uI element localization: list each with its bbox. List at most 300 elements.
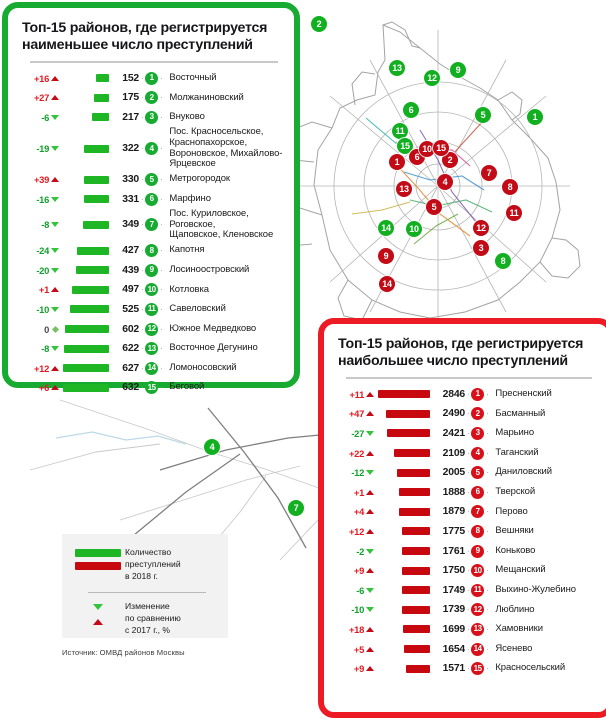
list-item xyxy=(332,659,600,679)
change-percent: +9 xyxy=(353,565,364,577)
district-name-line: Котловка xyxy=(169,283,209,295)
bar-container xyxy=(61,113,112,121)
dot-separator: · xyxy=(467,585,470,595)
triangle-up-icon xyxy=(364,509,376,514)
rank-badge: 3 xyxy=(471,427,484,440)
list-item xyxy=(332,580,600,600)
change-percent: -20 xyxy=(36,264,49,276)
bar-container xyxy=(61,364,112,372)
crime-count: 427 xyxy=(122,245,139,257)
bar-container xyxy=(376,527,433,535)
district-name xyxy=(164,324,256,335)
dot-separator: · xyxy=(467,526,470,536)
bar-container xyxy=(61,266,112,274)
district-name-line: Савеловский xyxy=(169,303,226,315)
dot-separator: · xyxy=(486,507,489,517)
map-marker[interactable]: 8 xyxy=(495,253,511,269)
district-name xyxy=(164,73,216,84)
dot-separator: · xyxy=(160,220,163,230)
district-name xyxy=(164,194,211,205)
dot-separator: · xyxy=(141,144,144,154)
legend-count-line-3: в 2018 г. xyxy=(125,570,158,581)
dot-separator: · xyxy=(486,428,489,438)
district-name xyxy=(490,644,532,655)
change-percent: +6 xyxy=(38,382,49,394)
legend-count-line-2: преступлений xyxy=(125,558,181,569)
crime-count: 1654 xyxy=(442,643,465,655)
crime-count: 602 xyxy=(122,323,139,335)
value-bar xyxy=(394,449,430,457)
dot-separator: · xyxy=(160,73,163,83)
bar-container xyxy=(61,195,112,203)
list-item xyxy=(332,600,600,620)
legend-change-label xyxy=(121,601,181,637)
change-percent: +47 xyxy=(348,408,364,420)
crime-count: 439 xyxy=(122,264,139,276)
lowest-crime-rows xyxy=(16,69,286,398)
value-bar xyxy=(378,390,430,398)
map-marker[interactable]: 14 xyxy=(379,276,395,292)
crime-count: 330 xyxy=(122,174,139,186)
bar-container xyxy=(376,449,433,457)
value-bar xyxy=(387,429,430,437)
district-name-line: Коньково xyxy=(495,544,536,556)
list-item xyxy=(332,522,600,542)
crime-count: 322 xyxy=(122,143,139,155)
legend-count-line-1: Количество xyxy=(125,547,172,557)
dot-separator: · xyxy=(141,344,144,354)
map-marker[interactable]: 12 xyxy=(473,220,489,236)
dot-separator: · xyxy=(160,93,163,103)
district-name-line: Капотня xyxy=(169,244,205,256)
dot-separator: · xyxy=(486,566,489,576)
bar-container xyxy=(376,547,433,555)
rank-badge: 13 xyxy=(471,623,484,636)
dot-separator: · xyxy=(141,194,144,204)
change-percent: +22 xyxy=(348,447,364,459)
value-bar xyxy=(402,567,430,575)
district-name xyxy=(490,507,527,518)
district-name-line: Даниловский xyxy=(495,466,552,478)
map-marker[interactable]: 10 xyxy=(406,221,422,237)
legend-red-swatch xyxy=(75,562,121,570)
dot-separator: · xyxy=(467,409,470,419)
district-name-line: Молжаниновский xyxy=(169,91,244,103)
bar-container xyxy=(376,410,433,418)
district-name xyxy=(490,467,552,478)
district-name xyxy=(490,663,565,674)
list-item xyxy=(332,385,600,405)
change-percent: -8 xyxy=(41,219,49,231)
value-bar xyxy=(399,508,430,516)
triangle-down-icon xyxy=(364,431,376,436)
dot-separator: · xyxy=(486,585,489,595)
dot-separator: · xyxy=(160,112,163,122)
dot-separator: · xyxy=(486,487,489,497)
district-name xyxy=(164,245,204,256)
crime-count: 349 xyxy=(122,219,139,231)
value-bar xyxy=(399,488,430,496)
diamond-flat-icon xyxy=(49,327,61,332)
triangle-down-icon xyxy=(49,346,61,351)
value-bar xyxy=(77,247,109,255)
district-name xyxy=(164,343,257,354)
triangle-down-icon xyxy=(49,115,61,120)
dot-separator: · xyxy=(141,324,144,334)
title-divider xyxy=(30,61,278,63)
triangle-down-icon xyxy=(364,470,376,475)
legend-count-row xyxy=(62,534,228,583)
dot-separator: · xyxy=(160,383,163,393)
dot-separator: · xyxy=(141,220,144,230)
legend-change-line-2: по сравнению xyxy=(125,612,181,623)
dot-separator: · xyxy=(160,194,163,204)
triangle-down-icon xyxy=(49,222,61,227)
change-percent: -6 xyxy=(356,584,364,596)
crime-count: 1739 xyxy=(442,604,465,616)
list-item xyxy=(332,639,600,659)
triangle-down-icon xyxy=(364,607,376,612)
change-percent: -8 xyxy=(41,343,49,355)
bar-container xyxy=(376,469,433,477)
district-name xyxy=(490,565,545,576)
map-marker[interactable]: 11 xyxy=(506,205,522,221)
value-bar xyxy=(397,469,431,477)
list-item xyxy=(16,319,286,339)
rank-badge: 1 xyxy=(145,72,158,85)
district-name xyxy=(490,487,535,498)
map-marker[interactable]: 2 xyxy=(311,16,327,32)
triangle-up-icon xyxy=(49,366,61,371)
value-bar xyxy=(65,325,109,333)
value-bar xyxy=(63,364,109,372)
list-item xyxy=(16,127,286,170)
district-name-line: Басманный xyxy=(495,407,546,419)
triangle-up-icon xyxy=(49,177,61,182)
triangle-up-icon xyxy=(49,287,61,292)
district-name xyxy=(490,585,576,596)
dot-separator: · xyxy=(141,265,144,275)
list-item xyxy=(16,260,286,280)
legend xyxy=(62,534,228,638)
value-bar xyxy=(83,221,110,229)
district-name xyxy=(490,409,545,420)
bar-container xyxy=(376,645,433,653)
change-percent: +12 xyxy=(348,525,364,537)
change-percent: -10 xyxy=(36,303,49,315)
list-item xyxy=(16,108,286,128)
district-name-line: Ломоносовский xyxy=(169,361,237,373)
dot-separator: · xyxy=(467,566,470,576)
change-percent: +1 xyxy=(38,284,49,296)
list-item xyxy=(332,620,600,640)
map-marker[interactable]: 9 xyxy=(450,62,466,78)
dot-separator: · xyxy=(141,175,144,185)
bar-container xyxy=(61,247,112,255)
source-note: Источник: ОМВД районов Москвы xyxy=(62,648,185,657)
dot-separator: · xyxy=(141,304,144,314)
change-percent: +5 xyxy=(353,643,364,655)
district-name xyxy=(164,382,204,393)
list-item xyxy=(332,404,600,424)
bar-container xyxy=(61,345,112,353)
rank-badge: 6 xyxy=(471,486,484,499)
crime-count: 2421 xyxy=(442,427,465,439)
map-marker[interactable]: 7 xyxy=(288,500,304,516)
district-name-line: Вороновское, Михайлово-Ярцевское xyxy=(169,147,283,170)
map-marker[interactable]: 6 xyxy=(403,102,419,118)
district-name-line: Пресненский xyxy=(495,387,552,399)
change-percent: -24 xyxy=(36,245,49,257)
dot-separator: · xyxy=(141,93,144,103)
district-name xyxy=(164,363,236,374)
map-marker[interactable]: 4 xyxy=(437,174,453,190)
rank-badge: 5 xyxy=(145,173,158,186)
crime-count: 1879 xyxy=(442,506,465,518)
crime-count: 1761 xyxy=(442,545,465,557)
district-name xyxy=(490,428,534,439)
triangle-down-icon xyxy=(49,248,61,253)
triangle-up-icon xyxy=(364,392,376,397)
dot-separator: · xyxy=(141,246,144,256)
bar-container xyxy=(61,74,112,82)
crime-count: 1750 xyxy=(442,565,465,577)
map-marker[interactable]: 5 xyxy=(475,107,491,123)
list-item xyxy=(16,88,286,108)
value-bar xyxy=(92,113,110,121)
map-marker[interactable]: 3 xyxy=(473,240,489,256)
dot-separator: · xyxy=(486,624,489,634)
dot-separator: · xyxy=(467,428,470,438)
change-percent: +39 xyxy=(33,174,49,186)
rank-badge: 15 xyxy=(471,662,484,675)
dot-separator: · xyxy=(486,644,489,654)
crime-count: 152 xyxy=(122,72,139,84)
district-name-line: Таганский xyxy=(495,446,539,458)
change-percent: +9 xyxy=(353,663,364,675)
crime-count: 497 xyxy=(122,284,139,296)
rank-badge: 8 xyxy=(145,244,158,257)
bar-container xyxy=(376,390,433,398)
legend-green-swatch xyxy=(75,549,121,557)
highest-crime-rows xyxy=(332,385,600,679)
rank-badge: 8 xyxy=(471,525,484,538)
district-name-line: Лосиноостровский xyxy=(169,263,250,275)
change-percent: +1 xyxy=(353,486,364,498)
district-name-line: Южное Медведково xyxy=(169,322,257,334)
district-name-line: Люблино xyxy=(495,603,535,615)
legend-change-line-1: Изменение xyxy=(125,601,170,612)
dot-separator: · xyxy=(467,644,470,654)
panel-highest-crime xyxy=(318,318,606,718)
list-item xyxy=(16,339,286,359)
triangle-up-icon xyxy=(49,76,61,81)
map-marker[interactable]: 7 xyxy=(481,165,497,181)
district-name-line: Хамовники xyxy=(495,623,543,635)
dot-separator: · xyxy=(486,664,489,674)
list-item xyxy=(16,378,286,398)
district-name xyxy=(164,265,249,276)
map-marker[interactable]: 2 xyxy=(442,152,458,168)
dot-separator: · xyxy=(160,344,163,354)
district-name xyxy=(490,546,535,557)
panel-highest-crime-title: Топ-15 районов, где регистрируется наибольшее число преступлений xyxy=(338,336,584,369)
change-percent: -27 xyxy=(351,427,364,439)
district-name-line: Перово xyxy=(495,505,528,517)
rank-badge: 11 xyxy=(471,584,484,597)
map-marker[interactable]: 13 xyxy=(396,181,412,197)
change-percent: +16 xyxy=(33,72,49,84)
dot-separator: · xyxy=(486,605,489,615)
rank-badge: 14 xyxy=(145,362,158,375)
triangle-up-icon xyxy=(364,647,376,652)
value-bar xyxy=(96,74,109,82)
rank-badge: 12 xyxy=(471,603,484,616)
district-name xyxy=(164,174,230,185)
value-bar xyxy=(63,384,109,392)
triangle-up-icon xyxy=(364,666,376,671)
bar-container xyxy=(376,606,433,614)
rank-badge: 5 xyxy=(471,466,484,479)
district-name-line: Внуково xyxy=(169,111,205,123)
map-marker[interactable]: 13 xyxy=(389,60,405,76)
value-bar xyxy=(404,645,430,653)
change-percent: +11 xyxy=(349,388,364,400)
crime-count: 632 xyxy=(122,382,139,394)
list-item xyxy=(16,241,286,261)
rank-badge: 13 xyxy=(145,342,158,355)
list-item xyxy=(332,502,600,522)
map-marker[interactable]: 5 xyxy=(426,199,442,215)
change-percent: +18 xyxy=(348,623,364,635)
bar-container xyxy=(376,567,433,575)
district-name xyxy=(164,127,286,170)
dot-separator: · xyxy=(160,265,163,275)
district-name-line: Метрогородок xyxy=(169,173,230,185)
value-bar xyxy=(402,547,430,555)
legend-count-label xyxy=(121,547,181,583)
dot-separator: · xyxy=(467,468,470,478)
value-bar xyxy=(403,625,430,633)
map-marker[interactable]: 11 xyxy=(392,123,408,139)
district-name-line: Выхино-Жулебино xyxy=(495,583,576,595)
dot-separator: · xyxy=(467,487,470,497)
crime-count: 217 xyxy=(122,111,139,123)
dot-separator: · xyxy=(160,324,163,334)
crime-count: 1888 xyxy=(442,486,465,498)
district-name-line: Марьино xyxy=(495,427,535,439)
list-item xyxy=(332,463,600,483)
dot-separator: · xyxy=(141,285,144,295)
bar-container xyxy=(61,221,112,229)
district-name-line: Пос. Куриловское, Роговское, xyxy=(169,207,249,230)
district-name xyxy=(164,304,225,315)
bar-container xyxy=(61,286,112,294)
rank-badge: 15 xyxy=(145,381,158,394)
triangle-up-icon xyxy=(364,490,376,495)
map-marker[interactable]: 14 xyxy=(378,220,394,236)
dot-separator: · xyxy=(467,448,470,458)
district-name-line: Марфино xyxy=(169,192,211,204)
district-name xyxy=(490,448,538,459)
triangle-up-icon xyxy=(364,411,376,416)
rank-badge: 10 xyxy=(471,564,484,577)
change-percent: 0 xyxy=(44,323,49,335)
map-marker[interactable]: 8 xyxy=(502,179,518,195)
map-marker[interactable]: 1 xyxy=(527,109,543,125)
list-item xyxy=(16,300,286,320)
district-name xyxy=(490,605,534,616)
map-marker[interactable]: 4 xyxy=(204,439,220,455)
map-marker[interactable]: 1 xyxy=(389,154,405,170)
legend-change-line-3: с 2017 г., % xyxy=(125,624,171,635)
map-marker[interactable]: 15 xyxy=(397,138,413,154)
value-bar xyxy=(402,606,430,614)
triangle-up-icon xyxy=(364,451,376,456)
list-item xyxy=(332,443,600,463)
rank-badge: 11 xyxy=(145,303,158,316)
change-percent: +27 xyxy=(33,92,49,104)
crime-count: 627 xyxy=(122,362,139,374)
district-name-line: Пос. Красносельское, Краснопахорское, xyxy=(169,126,264,148)
list-item xyxy=(16,358,286,378)
map-marker[interactable]: 12 xyxy=(424,70,440,86)
rank-badge: 6 xyxy=(145,193,158,206)
dot-separator: · xyxy=(160,285,163,295)
triangle-up-icon xyxy=(364,627,376,632)
bar-container xyxy=(61,305,112,313)
list-item xyxy=(332,561,600,581)
triangle-down-icon xyxy=(49,146,61,151)
rank-badge: 7 xyxy=(145,218,158,231)
bar-container xyxy=(61,176,112,184)
crime-count: 1699 xyxy=(442,623,465,635)
map-marker[interactable]: 9 xyxy=(378,248,394,264)
triangle-up-icon xyxy=(93,619,103,625)
list-item xyxy=(332,482,600,502)
rank-badge: 9 xyxy=(471,545,484,558)
district-name xyxy=(164,209,286,241)
value-bar xyxy=(76,266,109,274)
rank-badge: 4 xyxy=(145,142,158,155)
title-divider xyxy=(346,377,592,379)
bar-container xyxy=(61,325,112,333)
triangle-down-icon xyxy=(364,549,376,554)
district-name-line: Ясенево xyxy=(495,642,533,654)
value-bar xyxy=(70,305,109,313)
triangle-down-icon xyxy=(93,604,103,610)
triangle-up-icon xyxy=(49,385,61,390)
map-marker[interactable]: 6 xyxy=(409,149,425,165)
map-marker[interactable]: 15 xyxy=(433,140,449,156)
list-item xyxy=(332,424,600,444)
dot-separator: · xyxy=(160,144,163,154)
district-name xyxy=(490,624,543,635)
district-name xyxy=(164,285,209,296)
dot-separator: · xyxy=(467,507,470,517)
change-percent: -10 xyxy=(351,604,364,616)
map-marker[interactable]: 10 xyxy=(419,141,435,157)
district-name xyxy=(164,112,204,123)
bar-container xyxy=(376,508,433,516)
rank-badge: 2 xyxy=(471,407,484,420)
rank-badge: 10 xyxy=(145,283,158,296)
district-name-line: Восточное Дегунино xyxy=(169,342,258,354)
value-bar xyxy=(402,586,430,594)
district-name xyxy=(490,389,551,400)
dot-separator: · xyxy=(467,546,470,556)
bar-container xyxy=(376,488,433,496)
